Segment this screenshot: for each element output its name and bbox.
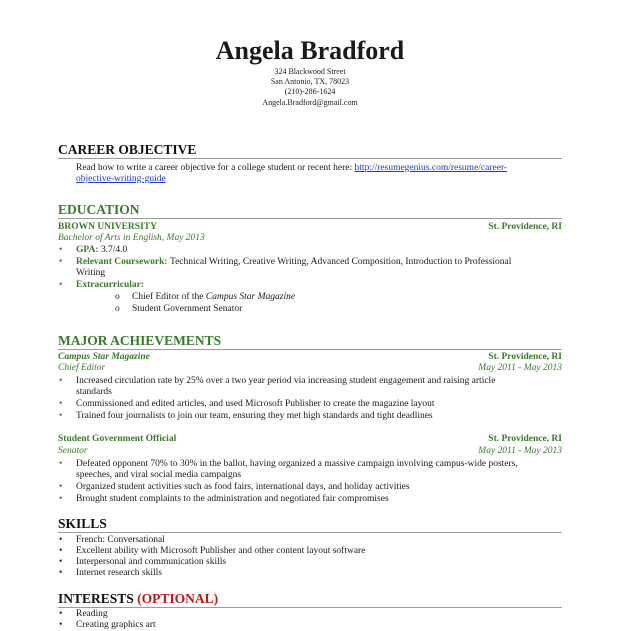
- job2-bullet-1: • Defeated opponent 70% to 30% in the ballot, having organized a massive campaign involving campus-wide posters,: [59, 459, 518, 469]
- job2-org: Student Government Official: [58, 434, 177, 444]
- skill-text: French: Conversational: [76, 535, 165, 545]
- job1-org: Campus Star Magazine: [58, 352, 150, 362]
- coursework-value: Technical Writing, Creative Writing, Advanced Composition, Introduction to Professional: [169, 257, 512, 267]
- coursework-label: Relevant Coursework:: [76, 257, 170, 267]
- job1-bullet-1: • Increased circulation rate by 25% over a two year period via increasing student engagement and raising article: [59, 376, 496, 386]
- objective-link[interactable]: http://resumegenius.com/resume/career-: [354, 163, 508, 173]
- address-line-1: 324 Blackwood Street: [274, 67, 346, 76]
- gpa-value: 3.7/4.0: [100, 245, 128, 255]
- extra1-italic: Campus Star Magazine: [205, 292, 296, 302]
- job1-bullet-2: • Commissioned and edited articles, and used Microsoft Publisher to create the magazine layout: [59, 399, 435, 409]
- coursework-cont: Writing: [76, 268, 106, 278]
- job2-bullet-3: • Brought student complaints to the administration and negotiated fair compromises: [59, 494, 389, 504]
- optional-tag: (OPTIONAL): [137, 591, 219, 606]
- school-location: St. Providence, RI: [488, 222, 562, 232]
- objective-link-cont[interactable]: objective-writing-guide: [76, 174, 166, 184]
- skill-item: • Interpersonal and communication skills: [59, 557, 227, 567]
- extracurricular-sub-2: o Student Government Senator: [115, 304, 243, 314]
- job2-bullet-2-text: Organized student activities such as food fairs, international days, and holiday activities: [76, 482, 410, 492]
- job1-bullet-3-text: Trained four journalists to join our team, ensuring they met high standards and tight deadlines: [76, 411, 433, 421]
- job1-bullet-1-cont: standards: [76, 387, 112, 397]
- interest-item: • Creating graphics art: [59, 620, 156, 630]
- skill-text: Interpersonal and communication skills: [76, 557, 227, 567]
- skill-item: • French: Conversational: [59, 535, 165, 545]
- section-heading-objective: CAREER OBJECTIVE: [58, 142, 562, 159]
- school-name: BROWN UNIVERSITY: [58, 222, 157, 232]
- section-heading-education: EDUCATION: [58, 202, 562, 219]
- job1-dates: May 2011 - May 2013: [478, 363, 562, 373]
- degree: Bachelor of Arts in English, May 2013: [58, 233, 205, 243]
- interest-item: • Reading: [59, 609, 108, 619]
- objective-text: Read how to write a career objective for a college student or recent here:: [76, 163, 355, 173]
- job2-bullet-1-text: Defeated opponent 70% to 30% in the ballot, having organized a massive campaign involving campus-wide posters,: [76, 459, 518, 469]
- job1-location: St. Providence, RI: [488, 352, 562, 362]
- job1-bullet-3: • Trained four journalists to join our team, ensuring they met high standards and tight deadlines: [59, 411, 433, 421]
- job2-bullet-3-text: Brought student complaints to the administration and negotiated fair compromises: [76, 494, 389, 504]
- gpa-item: • GPA: 3.7/4.0: [59, 245, 128, 255]
- job2-role: Senator: [58, 446, 88, 456]
- skill-text: Internet research skills: [76, 568, 162, 578]
- job2-bullet-1-cont: speeches, and viral social media campaigns: [76, 470, 242, 480]
- job1-bullet-1-text: Increased circulation rate by 25% over a two year period via increasing student engagement and raising article: [76, 376, 496, 386]
- job2-bullet-2: • Organized student activities such as food fairs, international days, and holiday activities: [59, 482, 410, 492]
- skill-text: Excellent ability with Microsoft Publisher and other content layout software: [76, 546, 366, 556]
- job2-dates: May 2011 - May 2013: [478, 446, 562, 456]
- email: Angela.Bradford@gmail.com: [262, 98, 358, 107]
- section-heading-achievements: MAJOR ACHIEVEMENTS: [58, 333, 562, 350]
- interest-text: Creating graphics art: [76, 620, 156, 630]
- section-heading-interests: [58, 591, 562, 608]
- skill-item: • Internet research skills: [59, 568, 162, 578]
- objective-line-2: [76, 174, 166, 185]
- extra1-prefix: Chief Editor of the: [132, 292, 206, 302]
- interests-title: INTERESTS: [58, 591, 138, 606]
- job1-bullet-2-text: Commissioned and edited articles, and used Microsoft Publisher to create the magazine layout: [76, 399, 435, 409]
- extracurricular-item: • Extracurricular:: [59, 280, 145, 290]
- extracurricular-sub-1: o Chief Editor of the Campus Star Magazine: [115, 292, 296, 302]
- section-heading-skills: SKILLS: [58, 516, 562, 533]
- extracurricular-label: Extracurricular:: [76, 280, 145, 290]
- job2-location: St. Providence, RI: [488, 434, 562, 444]
- address-line-2: San Antonio, TX, 78023: [270, 77, 350, 86]
- gpa-label: GPA:: [76, 245, 101, 255]
- interest-text: Reading: [76, 609, 108, 619]
- skill-item: • Excellent ability with Microsoft Publisher and other content layout software: [59, 546, 366, 556]
- phone: (210)-286-1624: [284, 87, 336, 96]
- job1-role: Chief Editor: [58, 363, 106, 373]
- objective-line-1: [76, 163, 507, 174]
- coursework-item: • Relevant Coursework: Technical Writing, Creative Writing, Advanced Composition, Introduction to Professional: [59, 257, 512, 267]
- candidate-name: Angela Bradford: [215, 36, 405, 65]
- extra2-text: Student Government Senator: [132, 304, 243, 314]
